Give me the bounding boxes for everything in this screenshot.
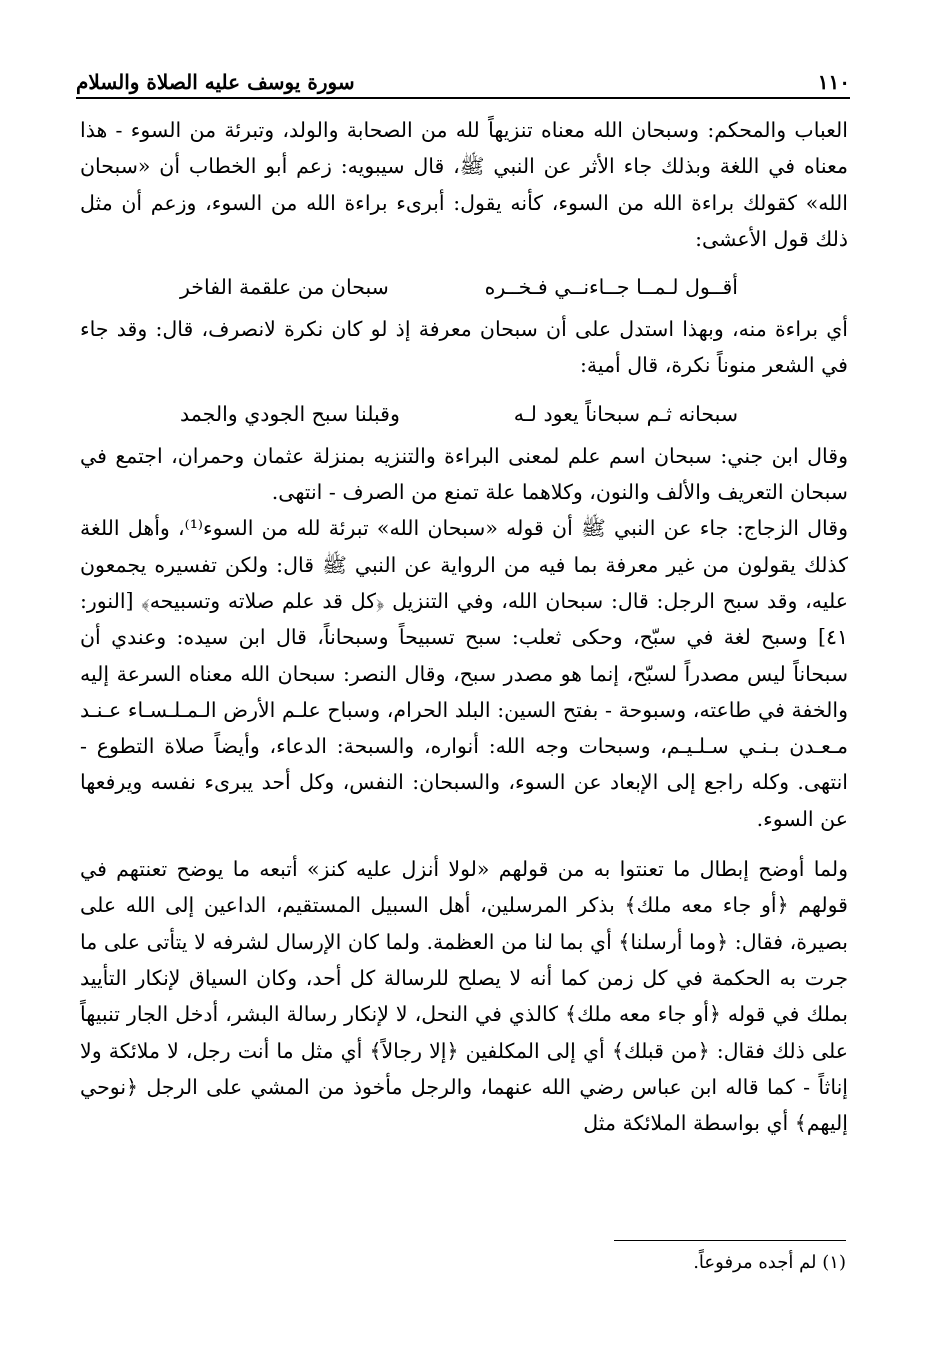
page-number: ١١٠ [817, 70, 850, 94]
paragraph: ولما أوضح إبطال ما تعنتوا به من قولهم «لولا أنزل عليه كنز» أتبعه ما يوضح تعنتهم في قولهم ﴿أو جاء معه ملك﴾ بذكر المرسلين، أهل السبيل المستقيم، الداعين إلى الله على بصيرة، فقال: ﴿وما أرسلنا﴾ أي بما لنا من العظمة. ولما كان الإرسال لشرفه لا يتأتى على ما جرت به الحكمة في كل زمن كما أنه لا يصلح للرسالة كل أحد، وكان السياق لإنكار التأييد بملك في قوله ﴿أو جاء معه ملك﴾ كالذي في النحل، لا لإنكار رسالة البشر، أدخل الجار تنبيهاً على ذلك فقال: ﴿من قبلك﴾ أي إلى المكلفين ﴿إلا رجالاً﴾ أي مثل ما أنت رجل، لا ملائكة ولا إناثاً - كما قاله ابن عباس رضي الله عنهما، والرجل مأخوذ من المشي على الرجل ﴿نوحي إليهم﴾ أي بواسطة الملائكة مثل [80, 857, 848, 1136]
footnote: (١) لم أجده مرفوعاً. [693, 1252, 846, 1273]
paragraph: وقال ابن جني: سبحان اسم علم لمعنى البراءة والتنزيه بمنزلة عثمان وحمران، اجتمع في سبحان التعريف والألف والنون، وكلاهما علة تمنع من الصرف - انتهى. [80, 443, 848, 505]
paragraph: العباب والمحكم: وسبحان الله معناه تنزيهاً لله من الصحابة والولد، وتبرئة من السوء - هذا معناه في اللغة وبذلك جاء الأثر عن النبي ﷺ، قال سيبويه: زعم أبو الخطاب أن «سبحان الله» كقولك براءة الله من السوء، كأنه يقول: أبرىء براءة الله من السوء، وزعم أن مثل ذلك قول الأعشى: [80, 118, 848, 251]
page-header [76, 58, 850, 94]
verse-second-hemistich: سبحان من علقمة الفاخر [180, 275, 389, 300]
poetry-verse-2 [180, 390, 738, 438]
poetry-verse-1 [180, 263, 738, 311]
paragraph: وقال الزجاج: جاء عن النبي ﷺ أن قوله «سبحان الله» تبرئة لله من السوء⁽¹⁾، وأهل اللغة كذلك يقولون من غير معرفة بما فيه من الرواية عن النبي ﷺ قال: ولكن تفسيره يجمعون عليه، وقد سبح الرجل: قال: سبحان الله، وفي التنزيل ﴿كل قد علم صلاته وتسبيحه﴾ [النور: ٤١] وسبح لغة في سبّح، وحكى ثعلب: سبح تسبيحاً وسبحاناً، قال ابن سيده: وعندي أن سبحاناً ليس مصدراً لسبّح، إنما هو مصدر سبح، وقال النصر: سبحان الله معناه السرعة إليه والخفة في طاعته، وسبوحة - بفتح السين: البلد الحرام، وسباح علـم الأرض الـمـلـسـاء عـنـد مـعـدن بـنـي سـلـيـم، وسبحات وجه الله: أنواره، والسبحة: الدعاء، وأيضاً صلاة التطوع - انتهى. وكله راجع إلى الإبعاد عن السوء، والسبحان: النفس، وكل أحد يبرىء نفسه ويرفعها عن السوء. [80, 516, 848, 831]
running-title: سورة يوسف عليه الصلاة والسلام [76, 70, 355, 94]
verse-first-hemistich: سبحانه ثـم سبحاناً يعود لـه [513, 401, 738, 426]
verse-second-hemistich: وقبلنا سبح الجودي والجمد [180, 401, 400, 426]
paragraph-gap [80, 837, 848, 851]
footnote-rule [614, 1240, 846, 1241]
main-text [80, 112, 848, 1141]
paragraph: أي براءة منه، وبهذا استدل على أن سبحان معرفة إذ لو كان نكرة لانصرف، قال: وقد جاء في الشعر منوناً نكرة، قال أمية: [80, 317, 848, 378]
verse-first-hemistich: أقــول لـمــا جــاءنــي فـخــره [484, 275, 738, 300]
header-rule [76, 97, 850, 99]
